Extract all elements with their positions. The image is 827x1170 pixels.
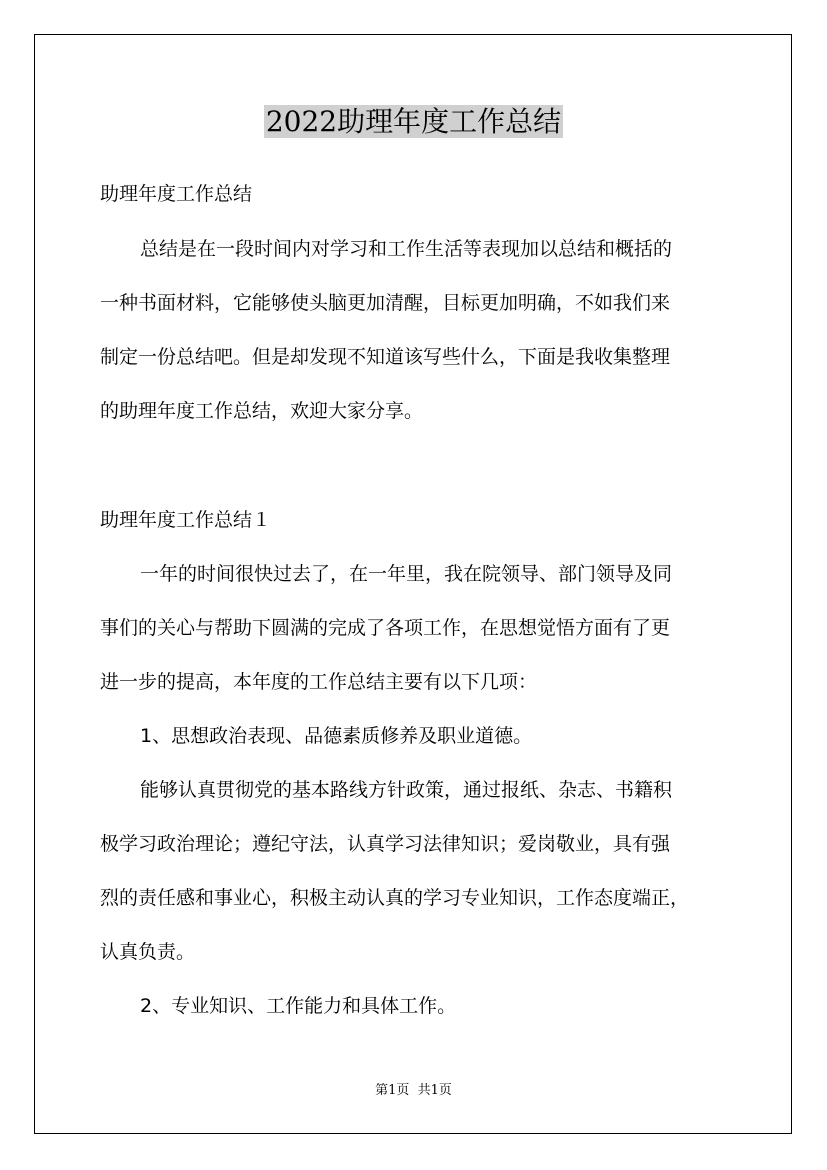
intro-heading: 助理年度工作总结: [100, 183, 253, 205]
section1-heading: 助理年度工作总结１: [100, 509, 272, 531]
intro-line-1: 总结是在一段时间内对学习和工作生活等表现加以总结和概括的: [140, 238, 673, 260]
item1-para-line-2: 极学习政治理论；遵纪守法，认真学习法律知识；爱岗敬业，具有强: [100, 833, 671, 855]
item1-heading: 1、思想政治表现、品德素质修养及职业道德。: [140, 725, 533, 747]
document-title-text: 2022助理年度工作总结: [265, 105, 562, 138]
intro-line-4: 的助理年度工作总结，欢迎大家分享。: [100, 400, 424, 422]
item2-heading: 2、专业知识、工作能力和具体工作。: [140, 995, 457, 1017]
item1-para-line-1: 能够认真贯彻党的基本路线方针政策，通过报纸、杂志、书籍积: [140, 779, 673, 801]
item1-para-line-3: 烈的责任感和事业心，积极主动认真的学习专业知识，工作态度端正，: [100, 887, 690, 909]
section1-para1-line-1: 一年的时间很快过去了，在一年里，我在院领导、部门领导及同: [140, 563, 673, 585]
intro-line-3: 制定一份总结吧。但是却发现不知道该写些什么，下面是我收集整理: [100, 346, 671, 368]
item1-para-line-4: 认真负责。: [100, 941, 196, 963]
intro-line-2: 一种书面材料，它能够使头脑更加清醒，目标更加明确，不如我们来: [100, 292, 671, 314]
document-title: [0, 100, 827, 144]
section1-para1-line-3: 进一步的提高，本年度的工作总结主要有以下几项：: [100, 671, 538, 693]
page-number: 第1页 共1页: [375, 1083, 452, 1098]
section1-para1-line-2: 事们的关心与帮助下圆满的完成了各项工作，在思想觉悟方面有了更: [100, 617, 671, 639]
